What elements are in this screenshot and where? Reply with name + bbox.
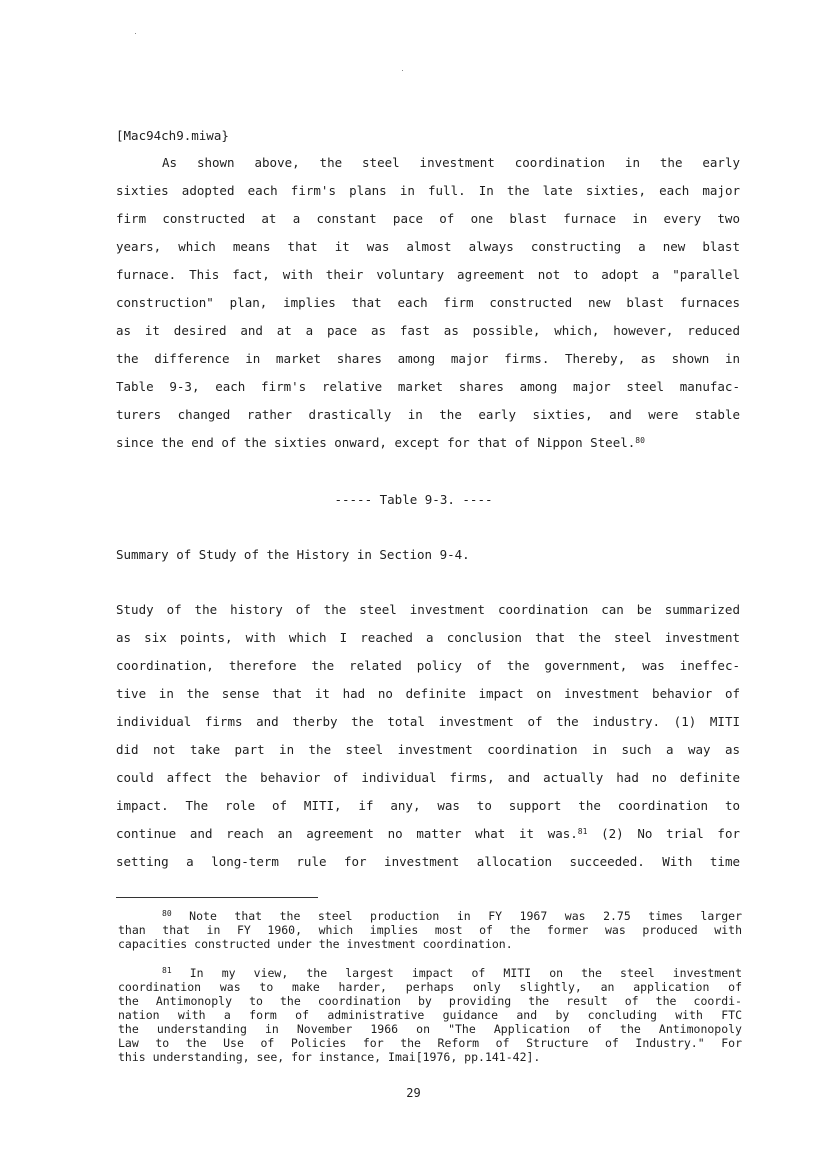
text-line: Table 9-3, each firm's relative market shares among major steel manufac- [116,379,740,394]
footnote-line: nation with a form of administrative guidance and by concluding with FTC [118,1008,742,1022]
footnote-text: In my view, the largest impact of MITI on the steel investment [189,966,742,980]
text-line: did not take part in the steel investment coordination in such a way as [116,742,740,757]
footnote-line: the Antimonoply to the coordination by providing the result of the coordi- [118,994,742,1008]
footnote-line: capacities constructed under the investment coordination. [118,937,513,951]
text-line: the difference in market shares among major firms. Thereby, as shown in [116,351,740,366]
text-line: construction" plan, implies that each firm constructed new blast furnaces [116,295,740,310]
footnote-line: the understanding in November 1966 on "The Application of the Antimonopoly [118,1022,742,1036]
footnote-text: Note that the steel production in FY 1967 was 2.75 times larger [189,909,742,923]
text-line: turers changed rather drastically in the early sixties, and were stable [116,407,740,422]
text-line: as six points, with which I reached a conclusion that the steel investment [116,630,740,645]
footnote-separator [116,897,318,898]
text-line-content: continue and reach an agreement no matter what it was. [116,826,578,841]
scan-speck [135,33,136,34]
footnote-line: coordination was to make harder, perhaps only slightly, an application of [118,980,742,994]
scan-speck [402,70,403,71]
footnote-line: Law to the Use of Policies for the Reform of Structure of Industry." For [118,1036,742,1050]
text-line: As shown above, the steel investment coordination in the early [162,155,740,170]
table-placeholder-marker: ----- Table 9-3. ---- [334,492,493,507]
text-line: as it desired and at a pace as fast as possible, which, however, reduced [116,323,740,338]
text-line: tive in the sense that it had no definite impact on investment behavior of [116,686,740,701]
text-line: sixties adopted each firm's plans in full. In the late sixties, each major [116,183,740,198]
text-line-content: (2) No trial for [587,826,740,841]
footnote-line [162,966,742,980]
text-line: individual firms and therby the total investment of the industry. (1) MITI [116,714,740,729]
text-line: setting a long-term rule for investment allocation succeeded. With time [116,854,740,869]
section-heading: Summary of Study of the History in Section 9-4. [116,547,470,562]
text-line-content: since the end of the sixties onward, except for that of Nippon Steel. [116,435,636,450]
footnote-line: this understanding, see, for instance, Imai[1976, pp.141-42]. [118,1050,541,1064]
footnote-ref-81: 81 [577,827,588,836]
text-line: furnace. This fact, with their voluntary agreement not to adopt a "parallel [116,267,740,282]
footnote-line: than that in FY 1960, which implies most of the former was produced with [118,923,742,937]
text-line: coordination, therefore the related policy of the government, was ineffec- [116,658,740,673]
text-line: impact. The role of MITI, if any, was to support the coordination to [116,798,740,813]
footnote-marker: 80 [162,909,172,918]
text-line [116,435,740,451]
text-line [116,826,740,842]
file-tag: [Mac94ch9.miwa} [116,128,229,143]
page-number: 29 [406,1086,421,1100]
text-line: could affect the behavior of individual firms, and actually had no definite [116,770,740,785]
footnote-line [162,909,742,923]
footnote-marker: 81 [162,966,172,975]
text-line: years, which means that it was almost always constructing a new blast [116,239,740,254]
footnote-ref-80: 80 [635,436,645,445]
text-line: Study of the history of the steel investment coordination can be summarized [116,602,740,617]
text-line: firm constructed at a constant pace of one blast furnace in every two [116,211,740,226]
